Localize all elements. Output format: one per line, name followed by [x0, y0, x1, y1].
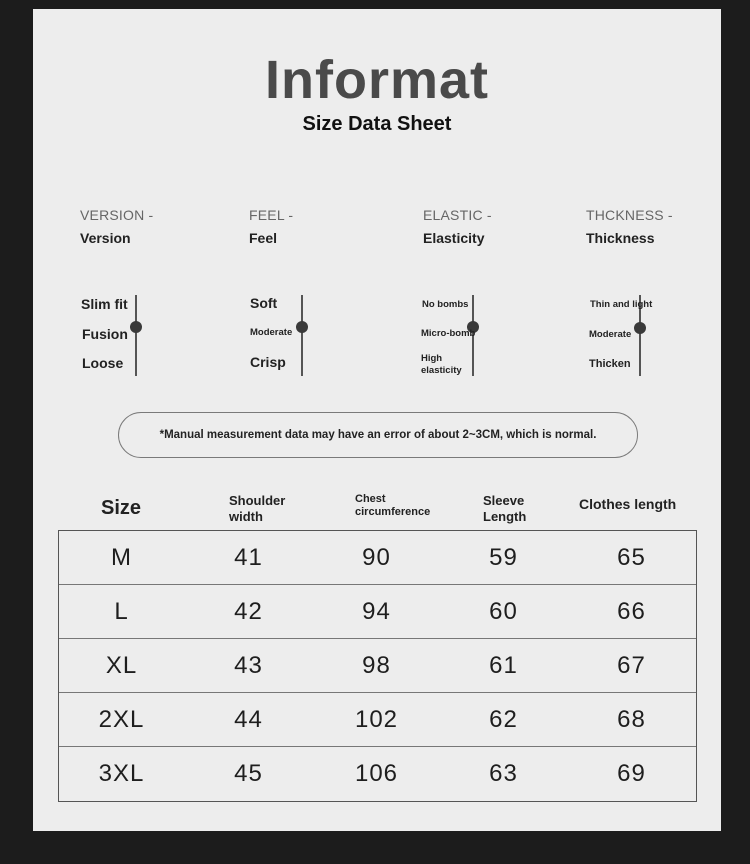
scale-bottom-label: Loose [82, 355, 124, 371]
cell-chest: 102 [354, 706, 399, 733]
table-row [59, 584, 696, 638]
cell-size: XL [105, 652, 138, 679]
size-sheet-card [33, 9, 721, 831]
cell-chest: 98 [362, 652, 391, 679]
header-chest-circumference: Chest circumference [355, 493, 431, 518]
scale-middle-label: Moderate [250, 327, 293, 338]
size-table [58, 530, 697, 802]
cell-length: 67 [617, 652, 646, 679]
version-scale [81, 287, 241, 377]
measurement-note: *Manual measurement data may have an error of about 2~3CM, which is normal. [118, 412, 638, 458]
scale-marker-dot [634, 322, 646, 334]
header-shoulder-width: Shoulder width [229, 493, 286, 524]
cell-sleeve: 62 [489, 706, 518, 733]
attribute-label: Version [80, 230, 131, 246]
cell-size: 2XL [98, 706, 145, 733]
page-title: Informat [265, 50, 489, 110]
attribute-label: Elasticity [423, 230, 485, 246]
attribute-caption: VERSION - [80, 207, 154, 223]
attribute-feel [249, 207, 399, 246]
attribute-label: Feel [249, 230, 278, 246]
cell-shoulder: 42 [234, 598, 263, 625]
page-subtitle: Size Data Sheet [302, 113, 452, 135]
cell-sleeve: 60 [489, 598, 518, 625]
scale-top-label: Thin and light [590, 299, 653, 310]
scale-bottom-label: Thicken [589, 358, 631, 370]
scale-bottom-label: Crisp [250, 354, 286, 370]
cell-sleeve: 61 [489, 652, 518, 679]
scale-top-label: No bombs [422, 299, 469, 310]
attribute-elastic [423, 207, 573, 246]
scale-middle-label: Micro-bomb [421, 328, 476, 339]
header-sleeve-length: Sleeve Length [483, 493, 527, 524]
scale-line [301, 295, 303, 376]
cell-size: L [114, 598, 129, 625]
cell-length: 66 [617, 598, 646, 625]
scale-middle-label: Fusion [82, 326, 128, 342]
cell-shoulder: 44 [234, 706, 263, 733]
cell-length: 68 [617, 706, 646, 733]
scale-middle-label: Moderate [589, 329, 632, 340]
cell-chest: 106 [354, 760, 399, 787]
attribute-caption: FEEL - [249, 207, 294, 223]
feel-scale [250, 287, 410, 377]
attribute-version [80, 207, 230, 246]
elastic-scale [421, 287, 581, 377]
cell-length: 65 [617, 544, 646, 571]
table-row [59, 692, 696, 746]
scale-marker-dot [130, 321, 142, 333]
cell-chest: 90 [362, 544, 391, 571]
cell-sleeve: 59 [489, 544, 518, 571]
cell-shoulder: 41 [234, 544, 263, 571]
cell-size: 3XL [98, 760, 145, 787]
scale-bottom-label: High elasticity [421, 353, 462, 376]
attribute-thickness [586, 207, 736, 246]
cell-size: M [111, 544, 132, 571]
cell-shoulder: 43 [234, 652, 263, 679]
cell-length: 69 [617, 760, 646, 787]
cell-chest: 94 [362, 598, 391, 625]
scale-marker-dot [296, 321, 308, 333]
table-row [59, 638, 696, 692]
header-clothes-length: Clothes length [579, 496, 677, 512]
scale-top-label: Slim fit [81, 296, 128, 312]
attribute-caption: ELASTIC - [423, 207, 492, 223]
cell-sleeve: 63 [489, 760, 518, 787]
table-row [59, 531, 696, 584]
table-row [59, 746, 696, 800]
cell-shoulder: 45 [234, 760, 263, 787]
attribute-caption: THCKNESS - [586, 207, 673, 223]
attribute-label: Thickness [586, 230, 655, 246]
thickness-scale [589, 287, 749, 377]
header-size: Size [101, 497, 142, 519]
scale-line [135, 295, 137, 376]
scale-top-label: Soft [250, 295, 278, 311]
